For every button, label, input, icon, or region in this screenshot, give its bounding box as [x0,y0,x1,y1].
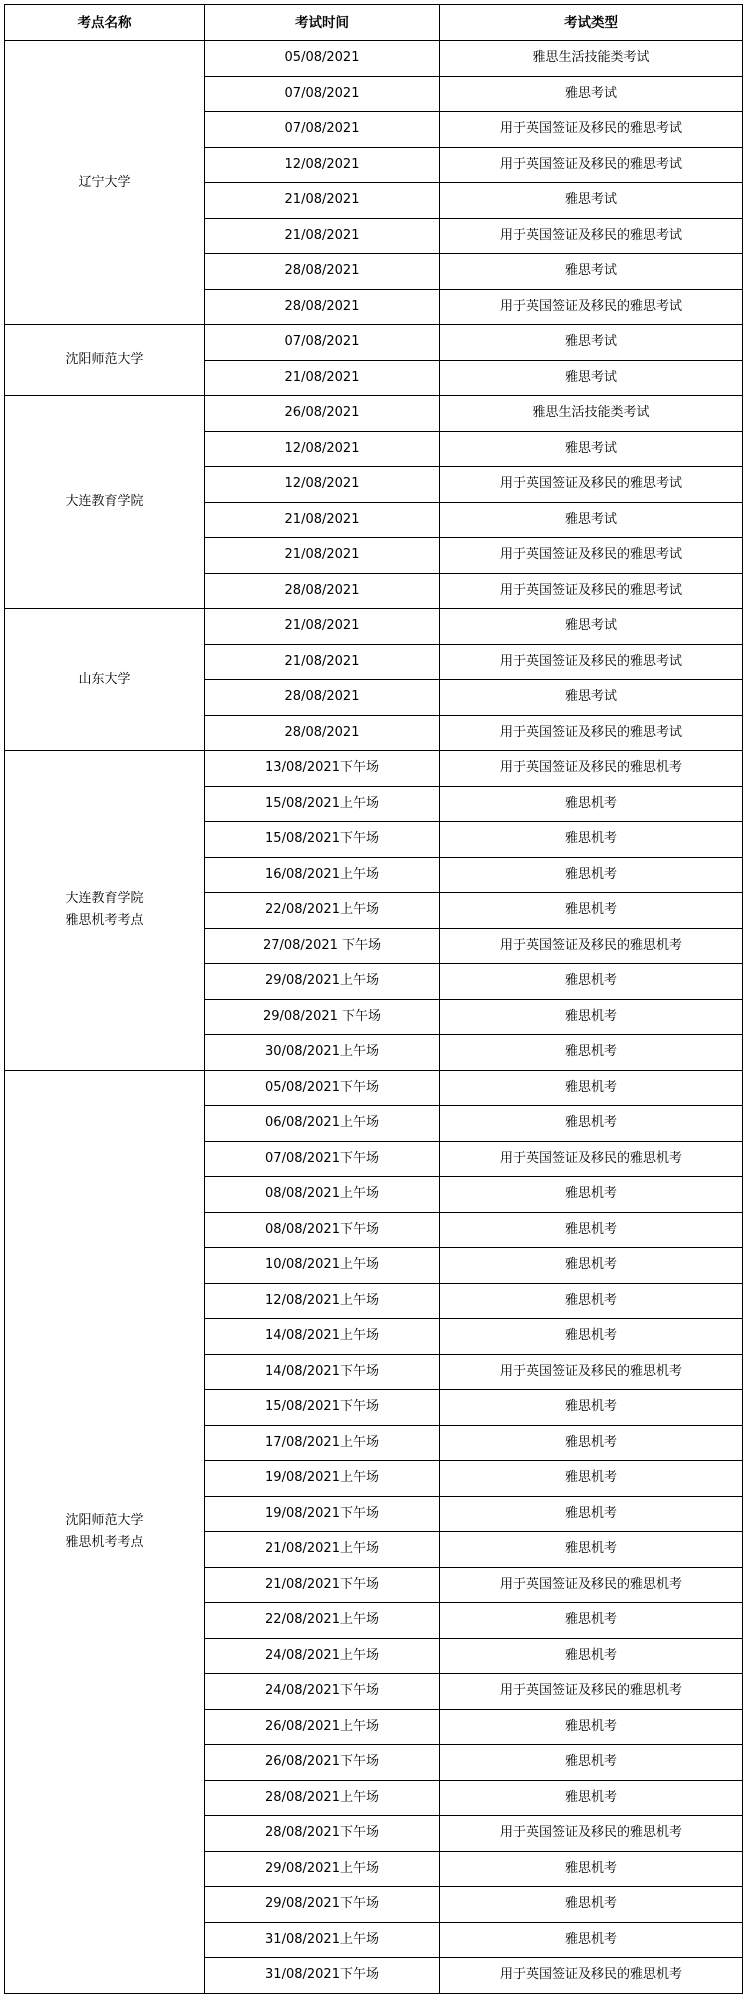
exam-time-cell: 12/08/2021 [205,431,440,467]
venue-name: 大连教育学院 [65,891,144,907]
exam-type-cell: 雅思机考 [440,1887,743,1923]
exam-time-cell: 31/08/2021上午场 [205,1922,440,1958]
venue-name: 雅思机考考点 [65,913,144,929]
exam-type-cell: 用于英国签证及移民的雅思考试 [440,715,743,751]
exam-time-cell: 21/08/2021 [205,360,440,396]
table-body [5,41,743,1994]
exam-time-cell: 08/08/2021下午场 [205,1212,440,1248]
exam-type-cell: 雅思机考 [440,964,743,1000]
exam-time-cell: 28/08/2021 [205,680,440,716]
exam-time-cell: 14/08/2021上午场 [205,1319,440,1355]
exam-type-cell: 雅思考试 [440,609,743,645]
exam-type-cell: 用于英国签证及移民的雅思考试 [440,218,743,254]
header-venue: 考点名称 [5,5,205,41]
venue-name: 沈阳师范大学 [65,1512,144,1528]
exam-type-cell: 雅思机考 [440,857,743,893]
table-row [5,325,743,361]
header-row [5,5,743,41]
exam-time-cell: 13/08/2021下午场 [205,751,440,787]
exam-type-cell: 雅思考试 [440,431,743,467]
exam-type-cell: 雅思生活技能类考试 [440,41,743,77]
exam-time-cell: 07/08/2021 [205,325,440,361]
exam-type-cell: 雅思考试 [440,183,743,219]
exam-time-cell: 29/08/2021下午场 [205,1887,440,1923]
exam-time-cell: 22/08/2021上午场 [205,893,440,929]
exam-time-cell: 21/08/2021 [205,609,440,645]
exam-time-cell: 15/08/2021上午场 [205,786,440,822]
exam-time-cell: 21/08/2021 [205,502,440,538]
exam-type-cell: 雅思机考 [440,1106,743,1142]
exam-type-cell: 雅思机考 [440,1461,743,1497]
exam-time-cell: 21/08/2021 [205,218,440,254]
exam-type-cell: 用于英国签证及移民的雅思考试 [440,467,743,503]
exam-time-cell: 29/08/2021上午场 [205,1851,440,1887]
exam-type-cell: 雅思机考 [440,1496,743,1532]
exam-time-cell: 29/08/2021上午场 [205,964,440,1000]
exam-time-cell: 07/08/2021下午场 [205,1141,440,1177]
exam-type-cell: 雅思机考 [440,999,743,1035]
venue-name: 沈阳师范大学 [65,352,144,367]
table-row [5,41,743,77]
exam-type-cell: 用于英国签证及移民的雅思机考 [440,751,743,787]
exam-time-cell: 31/08/2021下午场 [205,1958,440,1994]
exam-time-cell: 12/08/2021 [205,467,440,503]
exam-type-cell: 雅思机考 [440,1638,743,1674]
exam-time-cell: 28/08/2021上午场 [205,1780,440,1816]
exam-time-cell: 30/08/2021上午场 [205,1035,440,1071]
table-row [5,396,743,432]
exam-time-cell: 26/08/2021 [205,396,440,432]
exam-type-cell: 雅思机考 [440,1425,743,1461]
exam-type-cell: 用于英国签证及移民的雅思考试 [440,289,743,325]
exam-type-cell: 用于英国签证及移民的雅思机考 [440,1816,743,1852]
table-row [5,751,743,787]
exam-time-cell: 26/08/2021上午场 [205,1709,440,1745]
exam-type-cell: 雅思机考 [440,1390,743,1426]
exam-time-cell: 28/08/2021 [205,715,440,751]
exam-time-cell: 07/08/2021 [205,112,440,148]
venue-cell [5,41,205,325]
exam-type-cell: 雅思机考 [440,893,743,929]
exam-time-cell: 21/08/2021 [205,538,440,574]
exam-time-cell: 21/08/2021上午场 [205,1532,440,1568]
exam-time-cell: 06/08/2021上午场 [205,1106,440,1142]
exam-time-cell: 19/08/2021上午场 [205,1461,440,1497]
exam-time-cell: 12/08/2021 [205,147,440,183]
table-header [5,5,743,41]
exam-type-cell: 雅思机考 [440,1532,743,1568]
exam-time-cell: 29/08/2021 下午场 [205,999,440,1035]
exam-time-cell: 21/08/2021下午场 [205,1567,440,1603]
exam-type-cell: 用于英国签证及移民的雅思机考 [440,1674,743,1710]
exam-type-cell: 雅思机考 [440,1283,743,1319]
exam-time-cell: 28/08/2021 [205,254,440,290]
exam-time-cell: 26/08/2021下午场 [205,1745,440,1781]
exam-type-cell: 雅思机考 [440,1780,743,1816]
exam-time-cell: 17/08/2021上午场 [205,1425,440,1461]
table-row [5,609,743,645]
venue-cell [5,1070,205,1993]
exam-type-cell: 用于英国签证及移民的雅思机考 [440,1567,743,1603]
exam-time-cell: 28/08/2021 [205,289,440,325]
exam-type-cell: 雅思考试 [440,325,743,361]
exam-type-cell: 雅思机考 [440,1212,743,1248]
exam-type-cell: 雅思机考 [440,1709,743,1745]
exam-type-cell: 雅思机考 [440,1922,743,1958]
venue-cell [5,751,205,1071]
exam-type-cell: 雅思考试 [440,254,743,290]
exam-type-cell: 用于英国签证及移民的雅思机考 [440,1141,743,1177]
exam-time-cell: 14/08/2021下午场 [205,1354,440,1390]
exam-time-cell: 15/08/2021下午场 [205,1390,440,1426]
exam-time-cell: 16/08/2021上午场 [205,857,440,893]
header-exam-type: 考试类型 [440,5,743,41]
exam-type-cell: 雅思考试 [440,76,743,112]
venue-cell [5,396,205,609]
exam-type-cell: 雅思机考 [440,822,743,858]
exam-type-cell: 雅思生活技能类考试 [440,396,743,432]
exam-type-cell: 雅思考试 [440,360,743,396]
exam-time-cell: 22/08/2021上午场 [205,1603,440,1639]
venue-name: 大连教育学院 [65,494,144,509]
exam-type-cell: 用于英国签证及移民的雅思考试 [440,644,743,680]
exam-type-cell: 雅思机考 [440,1851,743,1887]
exam-time-cell: 12/08/2021上午场 [205,1283,440,1319]
exam-type-cell: 用于英国签证及移民的雅思考试 [440,147,743,183]
venue-cell [5,609,205,751]
exam-time-cell: 28/08/2021下午场 [205,1816,440,1852]
header-exam-time: 考试时间 [205,5,440,41]
exam-time-cell: 21/08/2021 [205,183,440,219]
venue-cell [5,325,205,396]
exam-type-cell: 用于英国签证及移民的雅思考试 [440,538,743,574]
exam-time-cell: 21/08/2021 [205,644,440,680]
exam-type-cell: 雅思机考 [440,786,743,822]
table-row [5,1070,743,1106]
exam-type-cell: 雅思考试 [440,502,743,538]
exam-time-cell: 08/08/2021上午场 [205,1177,440,1213]
exam-time-cell: 19/08/2021下午场 [205,1496,440,1532]
exam-type-cell: 用于英国签证及移民的雅思机考 [440,1958,743,1994]
exam-time-cell: 24/08/2021下午场 [205,1674,440,1710]
exam-type-cell: 雅思考试 [440,680,743,716]
exam-time-cell: 15/08/2021下午场 [205,822,440,858]
exam-time-cell: 24/08/2021上午场 [205,1638,440,1674]
exam-time-cell: 27/08/2021 下午场 [205,928,440,964]
exam-type-cell: 雅思机考 [440,1035,743,1071]
exam-type-cell: 雅思机考 [440,1603,743,1639]
exam-type-cell: 用于英国签证及移民的雅思考试 [440,573,743,609]
exam-type-cell: 用于英国签证及移民的雅思机考 [440,928,743,964]
exam-time-cell: 07/08/2021 [205,76,440,112]
exam-time-cell: 05/08/2021下午场 [205,1070,440,1106]
exam-type-cell: 雅思机考 [440,1177,743,1213]
venue-name: 雅思机考考点 [65,1534,144,1550]
exam-type-cell: 雅思机考 [440,1319,743,1355]
venue-name: 辽宁大学 [78,174,131,190]
exam-time-cell: 05/08/2021 [205,41,440,77]
exam-type-cell: 雅思机考 [440,1745,743,1781]
exam-type-cell: 用于英国签证及移民的雅思机考 [440,1354,743,1390]
exam-schedule-table [4,4,743,1994]
exam-type-cell: 雅思机考 [440,1070,743,1106]
venue-name: 山东大学 [78,671,131,687]
exam-time-cell: 10/08/2021上午场 [205,1248,440,1284]
exam-type-cell: 雅思机考 [440,1248,743,1284]
exam-type-cell: 用于英国签证及移民的雅思考试 [440,112,743,148]
exam-time-cell: 28/08/2021 [205,573,440,609]
